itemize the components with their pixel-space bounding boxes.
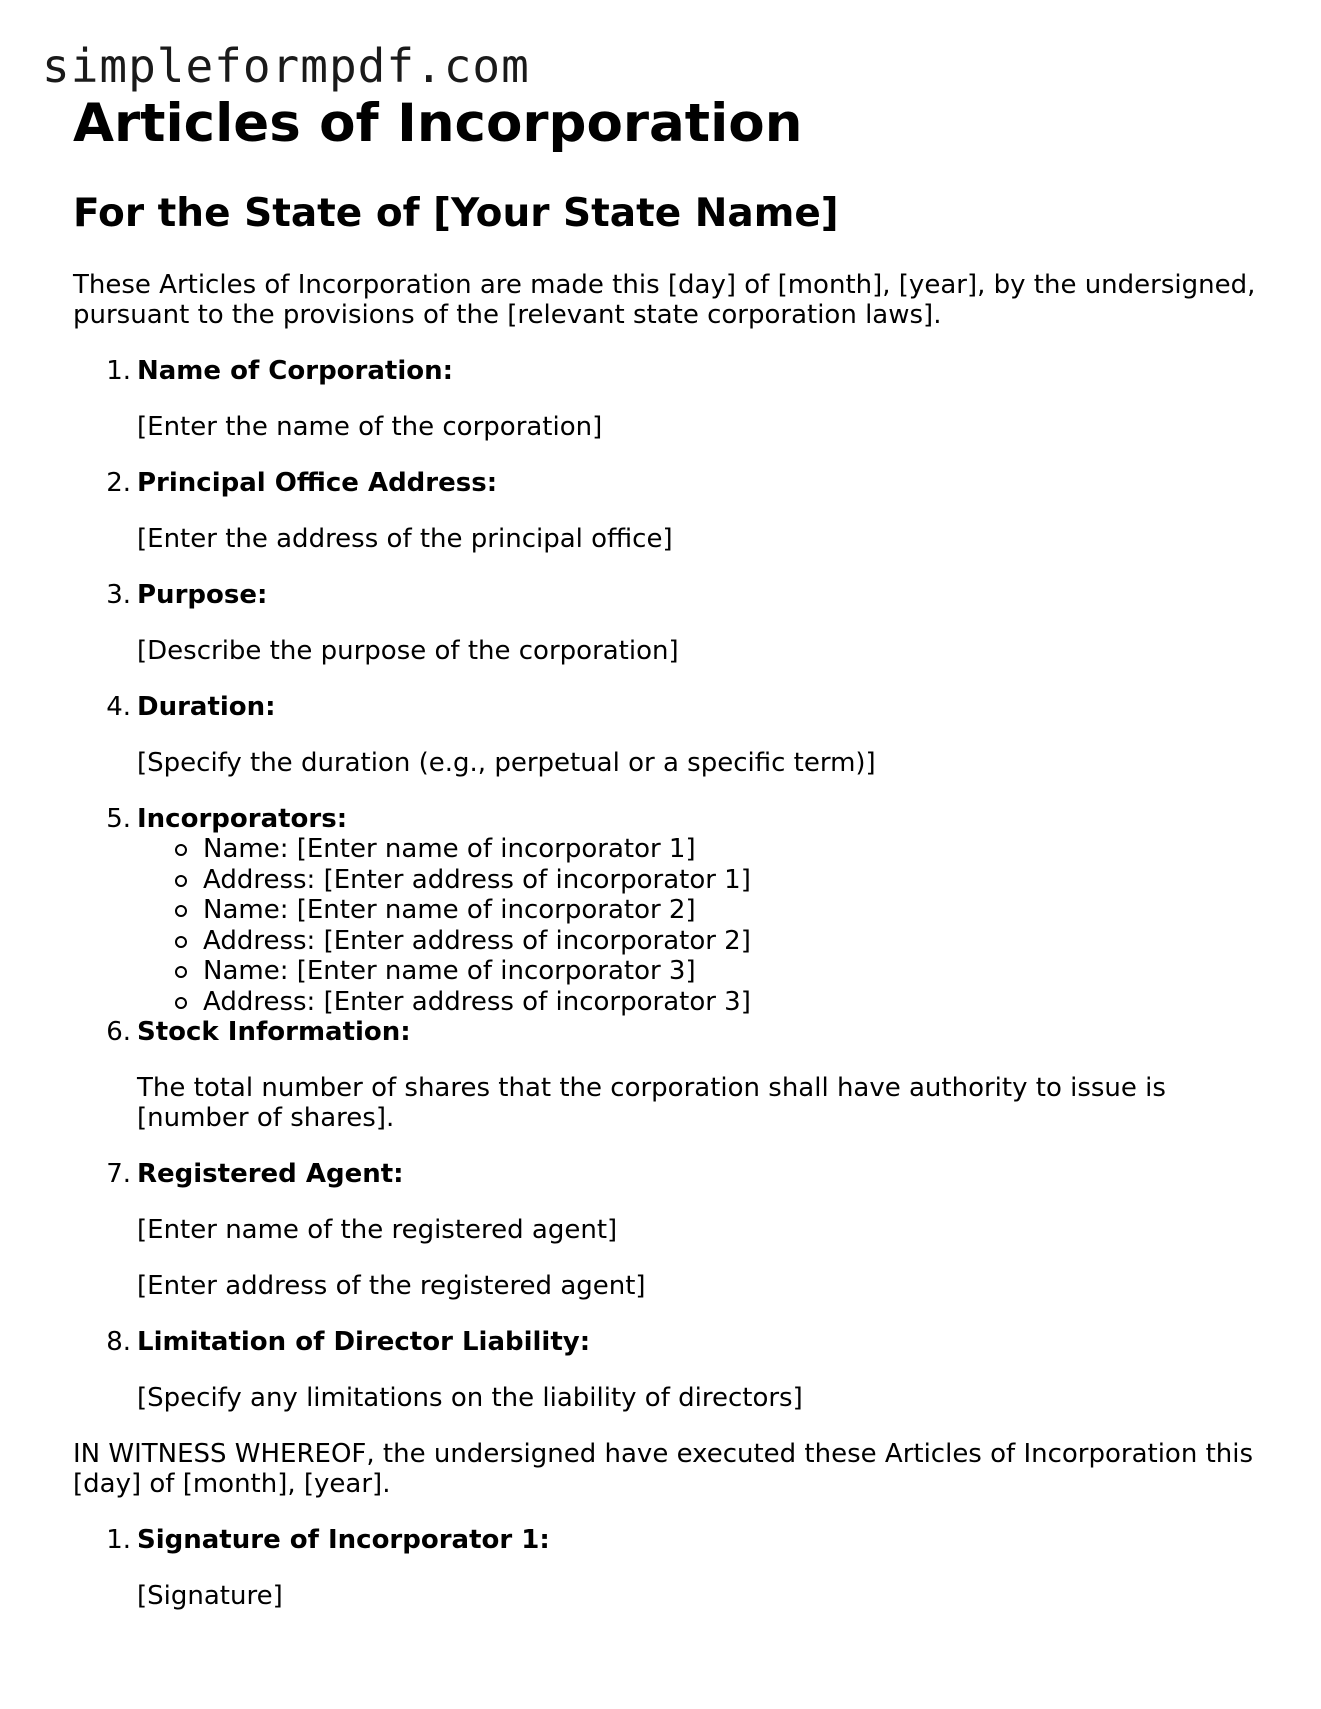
article-item	[73, 1159, 1263, 1301]
document-title: Articles of Incorporation	[73, 93, 803, 154]
list-item: Name: [Enter name of incorporator 1]	[137, 834, 1263, 865]
article-title: Stock Information:	[137, 1017, 411, 1047]
list-item: Address: [Enter address of incorporator 3]	[137, 987, 1263, 1018]
list-item: Name: [Enter name of incorporator 2]	[137, 895, 1263, 926]
article-body: [Enter the name of the corporation]	[137, 412, 603, 442]
article-title: Duration:	[137, 692, 276, 722]
article-body: [Specify any limitations on the liability of directors]	[137, 1383, 803, 1413]
intro-paragraph: These Articles of Incorporation are made this [day] of [month], [year], by the undersigned, pursuant to the provisions of the [relevant state corporation laws].	[73, 270, 1256, 330]
articles-list	[73, 356, 1263, 1413]
article-body: [Enter the address of the principal office]	[137, 524, 673, 554]
article-number: 1.	[106, 356, 131, 386]
signature-item	[73, 1525, 1263, 1611]
article-item	[73, 692, 1263, 778]
article-number: 7.	[106, 1159, 131, 1189]
article-title: Limitation of Director Liability:	[137, 1327, 591, 1357]
article-title: Registered Agent:	[137, 1159, 404, 1189]
article-title: Purpose:	[137, 580, 268, 610]
article-item	[73, 804, 1263, 1017]
article-number: 3.	[106, 580, 131, 610]
witness-paragraph: IN WITNESS WHEREOF, the undersigned have executed these Articles of Incorporation this [day] of [month], [year].	[73, 1439, 1254, 1499]
article-body: [Describe the purpose of the corporation]	[137, 636, 679, 666]
article-number: 8.	[106, 1327, 131, 1357]
signature-title: Signature of Incorporator 1:	[137, 1525, 550, 1555]
list-item: Address: [Enter address of incorporator 1]	[137, 865, 1263, 896]
signature-placeholder: [Signature]	[137, 1581, 283, 1611]
article-number: 4.	[106, 692, 131, 722]
document-body	[73, 92, 1263, 1637]
article-body: The total number of shares that the corporation shall have authority to issue is [number of shares].	[137, 1073, 1166, 1133]
signatures-list	[73, 1525, 1263, 1611]
site-watermark: simpleformpdf.com	[42, 39, 530, 93]
article-number: 6.	[106, 1017, 131, 1047]
article-item	[73, 468, 1263, 554]
incorporators-list	[137, 834, 1263, 1017]
article-body: [Specify the duration (e.g., perpetual or a specific term)]	[137, 748, 876, 778]
article-body: [Enter address of the registered agent]	[137, 1271, 646, 1301]
article-item	[73, 1327, 1263, 1413]
list-item: Address: [Enter address of incorporator 2]	[137, 926, 1263, 957]
article-body: [Enter name of the registered agent]	[137, 1215, 618, 1245]
article-number: 2.	[106, 468, 131, 498]
list-item: Name: [Enter name of incorporator 3]	[137, 956, 1263, 987]
article-number: 5.	[106, 804, 131, 834]
article-title: Incorporators:	[137, 804, 348, 834]
article-title: Name of Corporation:	[137, 356, 454, 386]
document-subtitle: For the State of [Your State Name]	[73, 191, 839, 236]
article-item	[73, 1017, 1263, 1133]
article-item	[73, 580, 1263, 666]
signature-number: 1.	[106, 1525, 131, 1555]
article-item	[73, 356, 1263, 442]
article-title: Principal Office Address:	[137, 468, 498, 498]
